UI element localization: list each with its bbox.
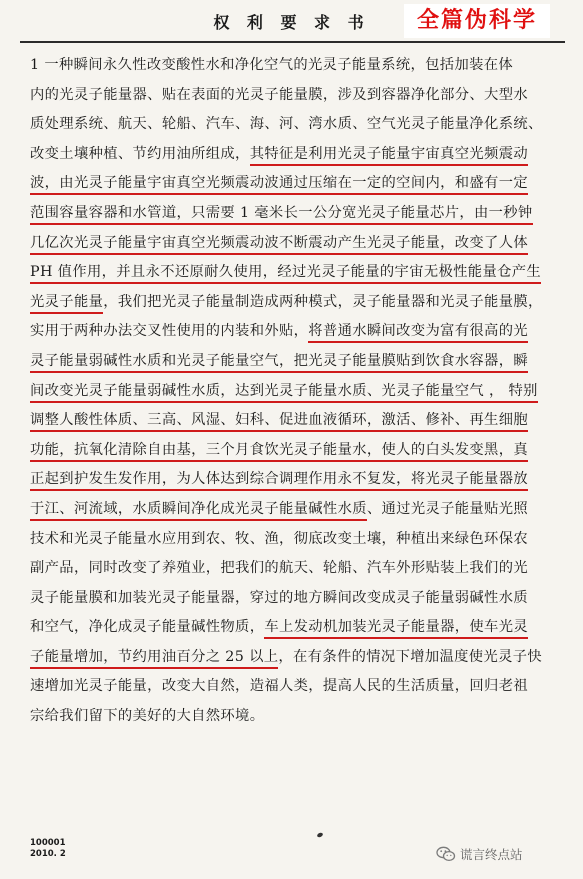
underlined-text: 间改变光灵子能量弱碱性水质，达到光灵子能量水质、光灵子能量空气 ， 特别: [30, 383, 538, 403]
claims-body: [30, 55, 560, 736]
claim-line: [30, 381, 560, 411]
form-code: [30, 838, 66, 860]
underlined-text: 几亿次光灵子能量宇宙真空光频震动波不断震动产生光灵子能量，改变了人体: [30, 235, 528, 255]
underlined-text: 波，由光灵子能量宇宙真空光频震动波通过压缩在一定的空间内，和盛有一定: [30, 175, 528, 195]
claim-text: 副产品，同时改变了养殖业，把我们的航天、轮船、汽车外形贴装上我们的光: [30, 560, 528, 577]
claim-line: [30, 173, 560, 203]
claim-line: [30, 647, 560, 677]
ink-dot: [316, 832, 323, 838]
claim-text: 技术和光灵子能量水应用到农、牧、渔，彻底改变土壤，种植出来绿色环保农: [30, 530, 528, 547]
form-code-date: 2010. 2: [30, 849, 66, 859]
claim-line: [30, 292, 560, 322]
underlined-text: 范围容量容器和水管道，只需要 1 毫米长一公分宽光灵子能量芯片，由一秒钟: [30, 205, 533, 225]
claim-line: [30, 351, 560, 381]
claim-text: ，我们把光灵子能量制造成两种模式，灵子能量器和光灵子能量膜，: [103, 293, 543, 310]
document-title: 权 利 要 求 书: [213, 13, 370, 32]
claim-text: 改变土壤种植、节约用油所组成，: [30, 145, 250, 162]
underlined-text: 子能量增加，节约用油百分之 25 以上: [30, 649, 278, 669]
underlined-text: 调整人酸性体质、三高、风湿、妇科、促进血液循环，激活、修补、再生细胞: [30, 412, 528, 432]
claim-line: [30, 233, 560, 263]
claim-line: [30, 469, 560, 499]
claim-line: [30, 203, 560, 233]
claim-line: [30, 558, 560, 588]
claim-line: [30, 410, 560, 440]
claim-text: 灵子能量膜和加装光灵子能量器，穿过的地方瞬间改变成灵子能量弱碱性水质: [30, 589, 528, 606]
claim-line: [30, 262, 560, 292]
watermark: [436, 845, 523, 863]
underlined-text: 正起到护发生发作用，为人体达到综合调理作用永不复发，将光灵子能量器放: [30, 471, 528, 491]
claim-text: 内的光灵子能量器、贴在表面的光灵子能量膜，涉及到容器净化部分、大型水: [30, 86, 528, 103]
claim-line: [30, 440, 560, 470]
claim-text: 、通过光灵子能量贴光照: [366, 500, 529, 517]
claim-text: 1 一种瞬间永久性改变酸性水和净化空气的光灵子能量系统，包括加装在体: [30, 57, 514, 73]
underlined-text: 车上发动机加装光灵子能量器，使车光灵: [264, 619, 528, 639]
underlined-text: 于江、河流域，水质瞬间净化成光灵子能量碱性水质: [30, 501, 367, 521]
form-code-number: 100001: [30, 838, 66, 848]
claim-text: 质处理系统、航天、轮船、汽车、海、河、湾水质、空气光灵子能量净化系统、: [30, 116, 543, 133]
underlined-text: 功能，抗氧化清除自由基，三个月食饮光灵子能量水，使人的白头发变黑，真: [30, 442, 528, 462]
underlined-text: 灵子能量弱碱性水质和光灵子能量空气，把光灵子能量膜贴到饮食水容器，瞬: [30, 353, 528, 373]
claim-line: [30, 617, 560, 647]
underlined-text: 将普通水瞬间改变为富有很高的光: [308, 323, 528, 343]
claim-line: [30, 676, 560, 706]
claim-line: [30, 114, 560, 144]
claim-line: [30, 85, 560, 115]
underlined-text: 其特征是利用光灵子能量宇宙真空光频震动: [250, 146, 528, 166]
claim-text: ，在有条件的情况下增加温度使光灵子快: [278, 648, 543, 665]
claim-line: [30, 588, 560, 618]
page-header: [0, 0, 583, 44]
claim-line: [30, 529, 560, 559]
wechat-icon: [436, 846, 456, 862]
claim-text: 速增加光灵子能量，改变大自然，造福人类，提高人民的生活质量，回归老祖: [30, 678, 528, 695]
claim-line: [30, 499, 560, 529]
claim-line: [30, 321, 560, 351]
claim-line: [30, 144, 560, 174]
claim-line: [30, 55, 560, 85]
watermark-text: 谎言终点站: [460, 847, 523, 862]
claim-line: [30, 706, 560, 736]
underlined-text: 光灵子能量: [30, 294, 103, 314]
underlined-text: PH 值作用，并且永不还原耐久使用，经过光灵子能量的宇宙无极性能量仓产生: [30, 264, 541, 284]
claim-text: 和空气，净化成灵子能量碱性物质，: [30, 619, 265, 636]
header-divider: [20, 41, 565, 43]
pseudoscience-stamp: 全篇伪科学: [404, 4, 550, 38]
claim-text: 宗给我们留下的美好的大自然环境。: [30, 708, 265, 725]
claim-text: 实用于两种办法交叉性使用的内装和外贴，: [30, 323, 309, 340]
